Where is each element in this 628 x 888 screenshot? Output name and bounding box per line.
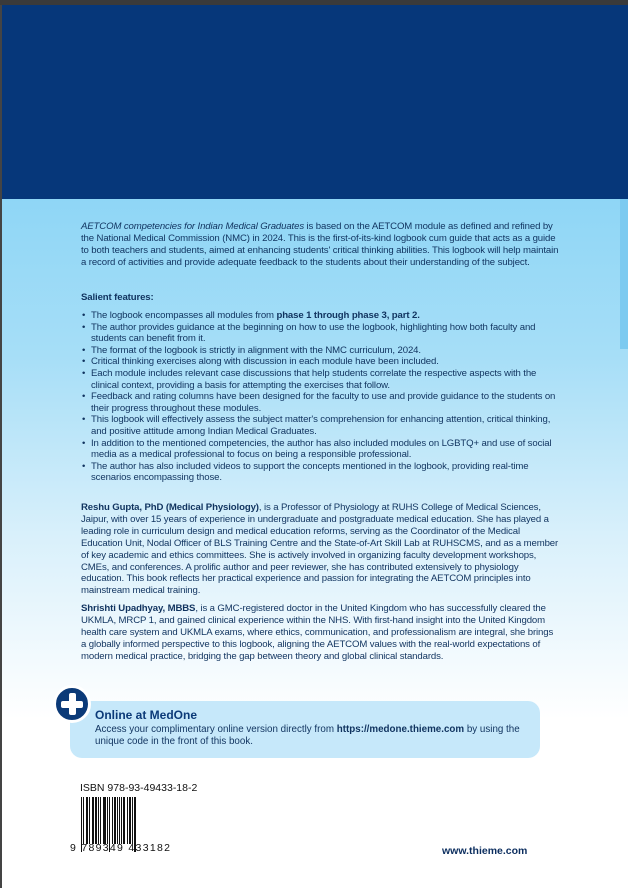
- feature-item: [81, 368, 559, 391]
- barcode-bar: [89, 797, 90, 844]
- feature-item: [81, 414, 559, 437]
- barcode-bar: [103, 797, 105, 844]
- feature-bold-text: phase 1 through phase 3, part 2.: [276, 310, 420, 321]
- barcode-bar: [117, 797, 118, 844]
- barcode-bar: [129, 797, 130, 844]
- barcode-bar: [92, 797, 93, 844]
- spine-strip: [620, 199, 628, 349]
- author-bio-1-text: , is a Professor of Physiology at RUHS College of Medical Sciences, Jaipur, with over 15 years of experience in undergraduate and postgraduate medical education. She has played a leading role in curriculum design and medical education reforms, serving as the Coordinator of the Medical Education Unit, Nodal Officer of BLS Training Centre and the State-of-Art Skill Lab at RUHSCMS, and as a member of key academic and ethics committees. She is actively involved in organizing faculty development workshops, CMEs, and conferences. A prolific author and peer reviewer, she has contributed extensively to physiology education. This book reflects her practical experience and passion for integrating the AETCOM principles into mainstream medical training.: [81, 502, 559, 597]
- author-bio-2-text: , is a GMC-registered doctor in the United Kingdom who has successfully cleared the UKMLA, MRCP 1, and gained clinical experience within the NHS. With first-hand insight into the United Kingdom health care system and UKMLA exams, where ethics, communication, and professionalism are integral, she brings a globally informed perspective to this logbook, aligning the AETCOM values with the real-world expectations of modern medical practice, bridging the gap between theory and global clinical standards.: [81, 603, 554, 662]
- medone-text: [95, 724, 535, 748]
- feature-text: The author has also included videos to support the concepts mentioned in the logbook, providing real-time scenarios encompassing those.: [91, 460, 529, 484]
- author-bio-2: [81, 603, 559, 663]
- intro-text: is based on the AETCOM module as defined and refined by the National Medical Commission (NMC) in 2024. This is the first-of-its-kind logbook cum guide that acts as a guide to both teachers and students, aimed at enhancing students' critical thinking abilities. This logbook will help maintain a record of activities and provide adequate feedback to the students about their understanding of the subject.: [81, 221, 559, 268]
- medone-text-pre: Access your complimentary online version directly from: [95, 724, 337, 735]
- barcode-bar: [98, 797, 99, 844]
- feature-text: Critical thinking exercises along with discussion in each module have been included.: [91, 356, 439, 368]
- feature-item: [81, 345, 559, 357]
- barcode-digits: 9 789349 433182: [70, 842, 172, 854]
- barcode-bar: [83, 797, 84, 844]
- barcode-bar: [132, 797, 133, 844]
- cover-dark-band: [2, 5, 628, 199]
- author-bio-1: [81, 502, 559, 597]
- feature-item: [81, 322, 559, 345]
- barcode-bar: [112, 797, 113, 844]
- author-name-1: Reshu Gupta, PhD (Medical Physiology): [81, 502, 259, 513]
- feature-text: This logbook will effectively assess the subject matter's comprehension for enhancing attention, critical thinking, and positive attitude among Indian Medical Graduates.: [91, 414, 551, 437]
- barcode-bar: [127, 797, 128, 844]
- features-list: [81, 310, 559, 484]
- salient-heading: Salient features:: [81, 292, 154, 303]
- feature-text: The format of the logbook is strictly in alignment with the NMC curriculum, 2024.: [91, 344, 421, 356]
- barcode-bar: [105, 797, 106, 844]
- barcode-bar: [121, 797, 122, 844]
- feature-item: [81, 391, 559, 414]
- feature-text: Feedback and rating columns have been designed for the faculty to use and provide guidance to the students on their progress throughout these modules.: [91, 391, 556, 414]
- barcode-bar: [130, 797, 131, 844]
- barcode-bar: [119, 797, 120, 844]
- barcode-bar: [107, 797, 108, 844]
- feature-item: [81, 461, 559, 484]
- medone-text-post: by using the unique code in the front of this book.: [95, 724, 520, 747]
- medone-link[interactable]: https://medone.thieme.com: [336, 724, 465, 735]
- barcode-bar: [95, 797, 97, 844]
- intro-paragraph: [81, 221, 559, 269]
- barcode-bar: [93, 797, 94, 844]
- medone-title: Online at MedOne: [95, 708, 198, 722]
- barcode-bar: [100, 797, 101, 844]
- feature-text: The logbook encompasses all modules from: [91, 310, 277, 321]
- feature-item: [81, 356, 559, 368]
- barcode-bar: [86, 797, 88, 844]
- website-link[interactable]: www.thieme.com: [442, 845, 528, 857]
- feature-text: The author provides guidance at the beginning on how to use the logbook, highlighting how both faculty and students can benefit from it.: [91, 321, 536, 345]
- plus-circle-icon: [53, 685, 91, 723]
- feature-item: [81, 438, 559, 461]
- medone-box: [70, 701, 540, 758]
- feature-text: Each module includes relevant case discussions that help students correlate the respective aspects with the clinical context, providing a basis for attempting the exercises that follow.: [91, 367, 537, 391]
- barcode-bar: [114, 797, 116, 844]
- book-title: AETCOM competencies for Indian Medical Graduates: [81, 221, 304, 232]
- isbn-label: ISBN 978-93-49433-18-2: [80, 782, 198, 794]
- barcode-bar: [123, 797, 125, 844]
- feature-item: [81, 310, 559, 322]
- author-name-2: Shrishti Upadhyay, MBBS: [81, 603, 196, 614]
- feature-text: In addition to the mentioned competencies, the author has also included modules on LGBTQ+ and use of social media as a medical professional to focus on being a responsible professional.: [91, 437, 552, 461]
